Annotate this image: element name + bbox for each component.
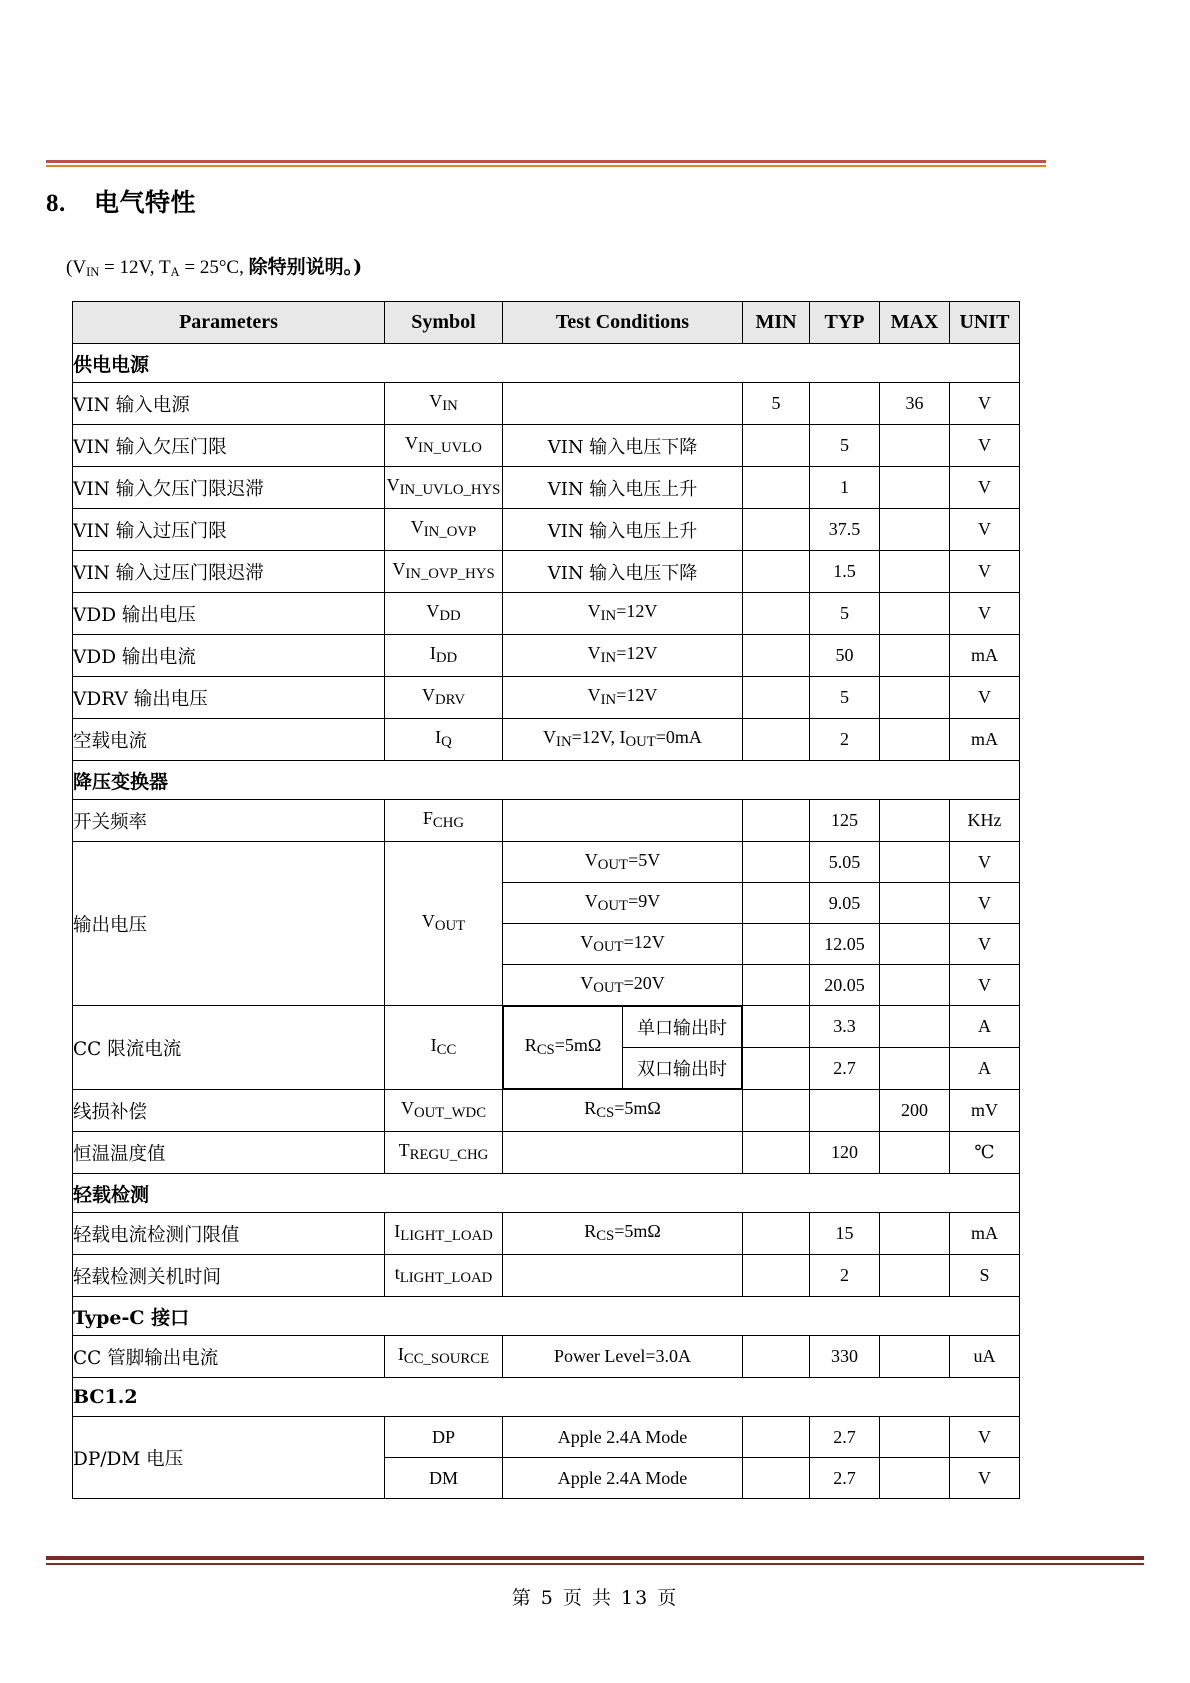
section-label-typec: Type-C 接口 bbox=[73, 1297, 1020, 1336]
param-unit: mA bbox=[950, 1213, 1020, 1255]
param-condition: VIN 输入电压下降 bbox=[503, 551, 743, 593]
param-condition: $V_{IN}=12V$ bbox=[503, 677, 743, 719]
section-title: 电气特性 bbox=[94, 188, 197, 217]
table-row bbox=[73, 719, 1020, 761]
param-min bbox=[743, 1336, 810, 1378]
param-typ: 37.5 bbox=[810, 509, 880, 551]
param-typ: 3.3 bbox=[810, 1006, 880, 1048]
param-symbol: $F_{CHG}$ bbox=[385, 800, 503, 842]
param-name: 输出电压 bbox=[73, 842, 385, 1006]
page-title bbox=[46, 183, 196, 219]
param-max bbox=[880, 1132, 950, 1174]
param-typ: 5.05 bbox=[810, 842, 880, 883]
param-symbol: $V_{IN}$ bbox=[385, 383, 503, 425]
param-symbol: $T_{REGU\_CHG}$ bbox=[385, 1132, 503, 1174]
param-symbol: $I_{DD}$ bbox=[385, 635, 503, 677]
section-label-light-load: 轻载检测 bbox=[73, 1174, 1020, 1213]
param-unit: V bbox=[950, 425, 1020, 467]
param-symbol: $I_{CC}$ bbox=[385, 1006, 503, 1090]
param-min bbox=[743, 719, 810, 761]
param-unit: mA bbox=[950, 719, 1020, 761]
param-max bbox=[880, 1213, 950, 1255]
param-min bbox=[743, 883, 810, 924]
param-min: 5 bbox=[743, 383, 810, 425]
footer-rule-line-2 bbox=[46, 1563, 1144, 1565]
section-header-row bbox=[73, 1297, 1020, 1336]
param-condition: $V_{OUT}=9V$ bbox=[503, 883, 743, 924]
table-row bbox=[73, 1336, 1020, 1378]
param-typ: 12.05 bbox=[810, 924, 880, 965]
th-parameters: Parameters bbox=[73, 302, 385, 344]
param-min bbox=[743, 635, 810, 677]
param-typ: 5 bbox=[810, 425, 880, 467]
th-min: MIN bbox=[743, 302, 810, 344]
table-header-row bbox=[73, 302, 1020, 344]
param-max: 200 bbox=[880, 1090, 950, 1132]
param-typ: 50 bbox=[810, 635, 880, 677]
param-name: 开关频率 bbox=[73, 800, 385, 842]
electrical-characteristics-table bbox=[72, 301, 1020, 1499]
param-unit: A bbox=[950, 1048, 1020, 1090]
param-unit: V bbox=[950, 551, 1020, 593]
param-typ: 2.7 bbox=[810, 1458, 880, 1499]
param-min bbox=[743, 1417, 810, 1458]
param-unit: V bbox=[950, 1417, 1020, 1458]
param-min bbox=[743, 467, 810, 509]
param-condition: $V_{IN}=12V$ bbox=[503, 635, 743, 677]
header-rule-line-2 bbox=[46, 165, 1046, 167]
section-label-buck: 降压变换器 bbox=[73, 761, 1020, 800]
param-unit: V bbox=[950, 677, 1020, 719]
footer-rule bbox=[46, 1556, 1144, 1565]
param-max bbox=[880, 467, 950, 509]
param-name: DP/DM 电压 bbox=[73, 1417, 385, 1499]
param-unit: ℃ bbox=[950, 1132, 1020, 1174]
param-max bbox=[880, 1006, 950, 1048]
param-symbol: $t_{LIGHT\_LOAD}$ bbox=[385, 1255, 503, 1297]
param-condition: VIN 输入电压上升 bbox=[503, 509, 743, 551]
condition-single-port: 单口输出时 bbox=[623, 1007, 742, 1048]
param-name: VIN 输入电源 bbox=[73, 383, 385, 425]
param-unit: V bbox=[950, 924, 1020, 965]
param-typ: 5 bbox=[810, 593, 880, 635]
param-unit: mV bbox=[950, 1090, 1020, 1132]
cond-sub-a: A bbox=[170, 264, 180, 279]
param-max bbox=[880, 677, 950, 719]
table-row bbox=[73, 1006, 1020, 1048]
param-min bbox=[743, 425, 810, 467]
th-test-conditions: Test Conditions bbox=[503, 302, 743, 344]
param-max bbox=[880, 1336, 950, 1378]
param-typ bbox=[810, 1090, 880, 1132]
param-unit: V bbox=[950, 383, 1020, 425]
footer-rule-line-1 bbox=[46, 1556, 1144, 1560]
table-row bbox=[73, 1132, 1020, 1174]
param-max bbox=[880, 551, 950, 593]
section-header-row bbox=[73, 761, 1020, 800]
th-unit: UNIT bbox=[950, 302, 1020, 344]
param-symbol: $V_{IN\_UVLO}$ bbox=[385, 425, 503, 467]
param-min bbox=[743, 1006, 810, 1048]
cond-mid-2: = 25°C, bbox=[179, 257, 249, 278]
param-condition: $V_{OUT}=5V$ bbox=[503, 842, 743, 883]
table-row bbox=[73, 425, 1020, 467]
param-condition: $V_{IN}=12V$ bbox=[503, 593, 743, 635]
section-header-row bbox=[73, 344, 1020, 383]
param-min bbox=[743, 1132, 810, 1174]
param-min bbox=[743, 842, 810, 883]
param-typ: 120 bbox=[810, 1132, 880, 1174]
param-symbol: $I_{CC\_SOURCE}$ bbox=[385, 1336, 503, 1378]
param-symbol: $I_{LIGHT\_LOAD}$ bbox=[385, 1213, 503, 1255]
table-row bbox=[73, 842, 1020, 883]
param-symbol: DM bbox=[385, 1458, 503, 1499]
param-condition: Apple 2.4A Mode bbox=[503, 1458, 743, 1499]
param-max bbox=[880, 635, 950, 677]
section-number: 8. bbox=[46, 190, 66, 217]
param-unit: V bbox=[950, 883, 1020, 924]
param-max bbox=[880, 800, 950, 842]
param-max bbox=[880, 1255, 950, 1297]
param-min bbox=[743, 551, 810, 593]
param-symbol: $V_{IN\_OVP\_HYS}$ bbox=[385, 551, 503, 593]
param-typ: 125 bbox=[810, 800, 880, 842]
param-min bbox=[743, 1048, 810, 1090]
param-min bbox=[743, 965, 810, 1006]
param-unit: V bbox=[950, 509, 1020, 551]
param-name: CC 限流电流 bbox=[73, 1006, 385, 1090]
param-condition: VIN 输入电压下降 bbox=[503, 425, 743, 467]
cond-mid-1: = 12V, T bbox=[99, 257, 171, 278]
cond-note: 除特别说明。) bbox=[248, 256, 363, 278]
param-unit: V bbox=[950, 965, 1020, 1006]
param-condition bbox=[503, 1132, 743, 1174]
param-condition: $V_{OUT}=20V$ bbox=[503, 965, 743, 1006]
param-condition: Power Level=3.0A bbox=[503, 1336, 743, 1378]
param-max bbox=[880, 1458, 950, 1499]
th-typ: TYP bbox=[810, 302, 880, 344]
param-unit: S bbox=[950, 1255, 1020, 1297]
param-unit: V bbox=[950, 842, 1020, 883]
param-condition: VIN 输入电压上升 bbox=[503, 467, 743, 509]
param-symbol: $I_Q$ bbox=[385, 719, 503, 761]
param-unit: uA bbox=[950, 1336, 1020, 1378]
param-min bbox=[743, 1213, 810, 1255]
param-name: VIN 输入过压门限 bbox=[73, 509, 385, 551]
param-unit: KHz bbox=[950, 800, 1020, 842]
param-name: VIN 输入过压门限迟滞 bbox=[73, 551, 385, 593]
param-typ: 2 bbox=[810, 719, 880, 761]
table-row bbox=[73, 1090, 1020, 1132]
param-unit: V bbox=[950, 593, 1020, 635]
table-row bbox=[73, 800, 1020, 842]
param-min bbox=[743, 509, 810, 551]
section-header-row bbox=[73, 1174, 1020, 1213]
param-name: VDRV 输出电压 bbox=[73, 677, 385, 719]
param-name: 线损补偿 bbox=[73, 1090, 385, 1132]
param-condition bbox=[503, 1255, 743, 1297]
param-typ bbox=[810, 383, 880, 425]
param-typ: 5 bbox=[810, 677, 880, 719]
param-symbol: $V_{IN\_OVP}$ bbox=[385, 509, 503, 551]
param-min bbox=[743, 677, 810, 719]
param-condition bbox=[503, 383, 743, 425]
param-max: 36 bbox=[880, 383, 950, 425]
table-row bbox=[73, 551, 1020, 593]
param-condition bbox=[503, 800, 743, 842]
param-unit: V bbox=[950, 467, 1020, 509]
param-min bbox=[743, 924, 810, 965]
param-max bbox=[880, 883, 950, 924]
table-row bbox=[73, 677, 1020, 719]
param-max bbox=[880, 425, 950, 467]
cond-sub-in: IN bbox=[86, 264, 100, 279]
table-row bbox=[73, 1213, 1020, 1255]
param-condition: $V_{OUT}=12V$ bbox=[503, 924, 743, 965]
param-unit: mA bbox=[950, 635, 1020, 677]
table-row bbox=[73, 383, 1020, 425]
table-row bbox=[73, 467, 1020, 509]
param-name: VIN 输入欠压门限迟滞 bbox=[73, 467, 385, 509]
param-symbol: $V_{DRV}$ bbox=[385, 677, 503, 719]
param-max bbox=[880, 1048, 950, 1090]
header-rule-line-1 bbox=[46, 160, 1046, 163]
section-label-bc12: BC1.2 bbox=[73, 1378, 1020, 1417]
condition-shared: $R_{CS}=5m\Omega$ bbox=[504, 1007, 623, 1089]
param-max bbox=[880, 509, 950, 551]
param-max bbox=[880, 842, 950, 883]
page-footer: 第 5 页 共 13 页 bbox=[511, 1587, 679, 1609]
param-typ: 2 bbox=[810, 1255, 880, 1297]
param-condition: $V_{IN}=12V$, $I_{OUT}=0mA$ bbox=[503, 719, 743, 761]
param-min bbox=[743, 1090, 810, 1132]
param-symbol: $V_{IN\_UVLO\_HYS}$ bbox=[385, 467, 503, 509]
param-name: 空载电流 bbox=[73, 719, 385, 761]
section-header-row bbox=[73, 1378, 1020, 1417]
param-max bbox=[880, 1417, 950, 1458]
param-name: 轻载检测关机时间 bbox=[73, 1255, 385, 1297]
table-row bbox=[73, 635, 1020, 677]
th-symbol: Symbol bbox=[385, 302, 503, 344]
param-name: 恒温温度值 bbox=[73, 1132, 385, 1174]
table-row bbox=[73, 1255, 1020, 1297]
param-condition: Apple 2.4A Mode bbox=[503, 1417, 743, 1458]
param-symbol: $V_{OUT}$ bbox=[385, 842, 503, 1006]
condition-dual-port: 双口输出时 bbox=[623, 1048, 742, 1089]
param-min bbox=[743, 1458, 810, 1499]
param-max bbox=[880, 924, 950, 965]
param-typ: 9.05 bbox=[810, 883, 880, 924]
param-typ: 1 bbox=[810, 467, 880, 509]
param-condition-split bbox=[503, 1006, 743, 1090]
header-rule bbox=[46, 160, 1046, 167]
table-row bbox=[73, 593, 1020, 635]
test-conditions-note bbox=[66, 252, 362, 280]
param-symbol: DP bbox=[385, 1417, 503, 1458]
param-typ: 2.7 bbox=[810, 1048, 880, 1090]
param-name: CC 管脚输出电流 bbox=[73, 1336, 385, 1378]
param-max bbox=[880, 719, 950, 761]
param-name: VDD 输出电流 bbox=[73, 635, 385, 677]
param-min bbox=[743, 1255, 810, 1297]
param-unit: V bbox=[950, 1458, 1020, 1499]
param-min bbox=[743, 800, 810, 842]
cond-prefix: (V bbox=[66, 257, 87, 278]
param-typ: 1.5 bbox=[810, 551, 880, 593]
param-name: 轻载电流检测门限值 bbox=[73, 1213, 385, 1255]
table-row bbox=[73, 1417, 1020, 1458]
param-typ: 15 bbox=[810, 1213, 880, 1255]
param-typ: 20.05 bbox=[810, 965, 880, 1006]
param-name: VIN 输入欠压门限 bbox=[73, 425, 385, 467]
table-row bbox=[73, 509, 1020, 551]
param-unit: A bbox=[950, 1006, 1020, 1048]
param-max bbox=[880, 593, 950, 635]
param-condition: $R_{CS}=5m\Omega$ bbox=[503, 1213, 743, 1255]
param-symbol: $V_{OUT\_WDC}$ bbox=[385, 1090, 503, 1132]
param-max bbox=[880, 965, 950, 1006]
param-symbol: $V_{DD}$ bbox=[385, 593, 503, 635]
param-name: VDD 输出电压 bbox=[73, 593, 385, 635]
param-typ: 2.7 bbox=[810, 1417, 880, 1458]
param-typ: 330 bbox=[810, 1336, 880, 1378]
section-label-power: 供电电源 bbox=[73, 344, 1020, 383]
param-min bbox=[743, 593, 810, 635]
th-max: MAX bbox=[880, 302, 950, 344]
param-condition: $R_{CS}=5m\Omega$ bbox=[503, 1090, 743, 1132]
